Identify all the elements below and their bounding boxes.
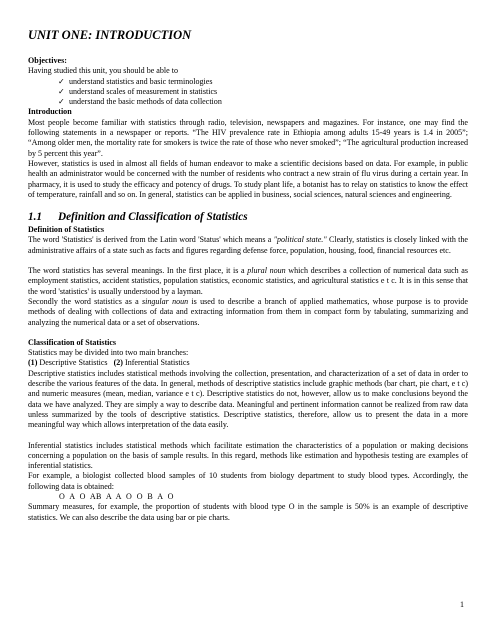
section-number: 1.1 <box>28 211 42 224</box>
classification-heading: Classification of Statistics <box>28 337 117 347</box>
objectives-list <box>28 77 468 108</box>
introduction-heading: Introduction <box>28 107 72 117</box>
objectives-heading: Objectives: <box>28 56 67 65</box>
introduction-paragraph-1: Most people become familiar with statistics through radio, television, newspapers and magazines. For instance, one may find the following statements in a newspaper or reports. “The HIV prevalence rate in Ethiopia among adults 15-49 years is 1.4 in 2005”; “Among older men, the mortality rate for smokers is twice the rate of those who never smoked”; “The agricultural production increased by 5 percent this year”. <box>28 117 468 158</box>
objective-item: ✓ understand the basic methods of data collection <box>58 97 222 107</box>
classification-branches: (1) Descriptive Statistics (2) Inferential Statistics <box>28 358 190 368</box>
summary-paragraph: Summary measures, for example, the proportion of students with blood type O in the sample is 50% is an example of descriptive statistics. We can also describe the data using bar or pie charts. <box>28 502 468 522</box>
check-icon: ✓ <box>58 97 65 107</box>
section-title <box>28 210 468 224</box>
blood-type-sequence: O A O AB A A O O B A O <box>59 491 174 501</box>
unit-title: UNIT ONE: INTRODUCTION <box>28 28 192 42</box>
check-icon: ✓ <box>58 86 65 96</box>
example-paragraph: For example, a biologist collected blood samples of 10 students from biology department to study blood types. Accordingly, the following data is obtained: <box>28 471 468 491</box>
introduction-paragraph-2: However, statistics is used in almost all fields of human endeavor to make a scientific decisions based on data. For example, in public health an administrator would be concerned with the number of residents who contract a new strain of flu virus during a certain year. In pharmacy, it is used to study the efficacy and potency of drugs. To study plant life, a botanist has to relay on statistics to know the effect of temperature, rainfall and so on. In general, statistics can be applied in business, social sciences, natural sciences and engineering. <box>28 158 468 199</box>
objective-item: ✓ understand scales of measurement in statistics <box>58 86 218 96</box>
page-number: 1 <box>460 600 464 609</box>
section-title-text: Definition and Classification of Statistics <box>58 211 248 224</box>
objective-item: ✓ understand statistics and basic terminologies <box>58 76 213 86</box>
objectives-intro: Having studied this unit, you should be able to <box>28 66 178 76</box>
definition-heading: Definition of Statistics <box>28 225 104 235</box>
definition-paragraph-3: Secondly the word statistics as a singular noun is used to describe a branch of applied mathematics, whose purpose is to provide methods of dealing with collections of data and extracting information from them in compact form by tabulating, summarizing and analyzing the numerical data or a set of observations. <box>28 296 468 327</box>
definition-paragraph-1: The word 'Statistics' is derived from the Latin word 'Status' which means a "political state." Clearly, statistics is closely linked with the administrative affairs of a state such as facts and figures regarding defense force, population, housing, food, financial resources etc. <box>28 235 468 255</box>
descriptive-paragraph: Descriptive statistics includes statistical methods involving the collection, presentation, and characterization of a set of data in order to describe the various features of the data. In general, methods of descriptive statistics include graphic methods (bar chart, pie chart, e t c) and numeric measures (mean, median, variance e t c). Descriptive statistics do not, however, allow us to make conclusions beyond the data we have analyzed. They are simply a way to describe data. Meaningful and pertinent information cannot be realized from raw data unless summarized by the tools of descriptive statistics. Descriptive statistics, therefore, allow us to present the data in a more meaningful way which allows interpretation of the data easily. <box>28 368 468 430</box>
inferential-paragraph: Inferential statistics includes statistical methods which facilitate estimation the characteristics of a population or making decisions concerning a population on the basis of sample results. In this regard, methods like estimation and hypothesis testing are examples of inferential statistics. <box>28 440 468 471</box>
definition-paragraph-2: The word statistics has several meanings. In the first place, it is a plural noun which describes a collection of numerical data such as employment statistics, accident statistics, population statistics, economic statistics, and agricultural statistics e t c. It is in this sense that the word 'statistics' is usually understood by a layman. <box>28 266 469 296</box>
classification-intro: Statistics may be divided into two main branches: <box>28 348 189 358</box>
check-icon: ✓ <box>58 76 65 86</box>
